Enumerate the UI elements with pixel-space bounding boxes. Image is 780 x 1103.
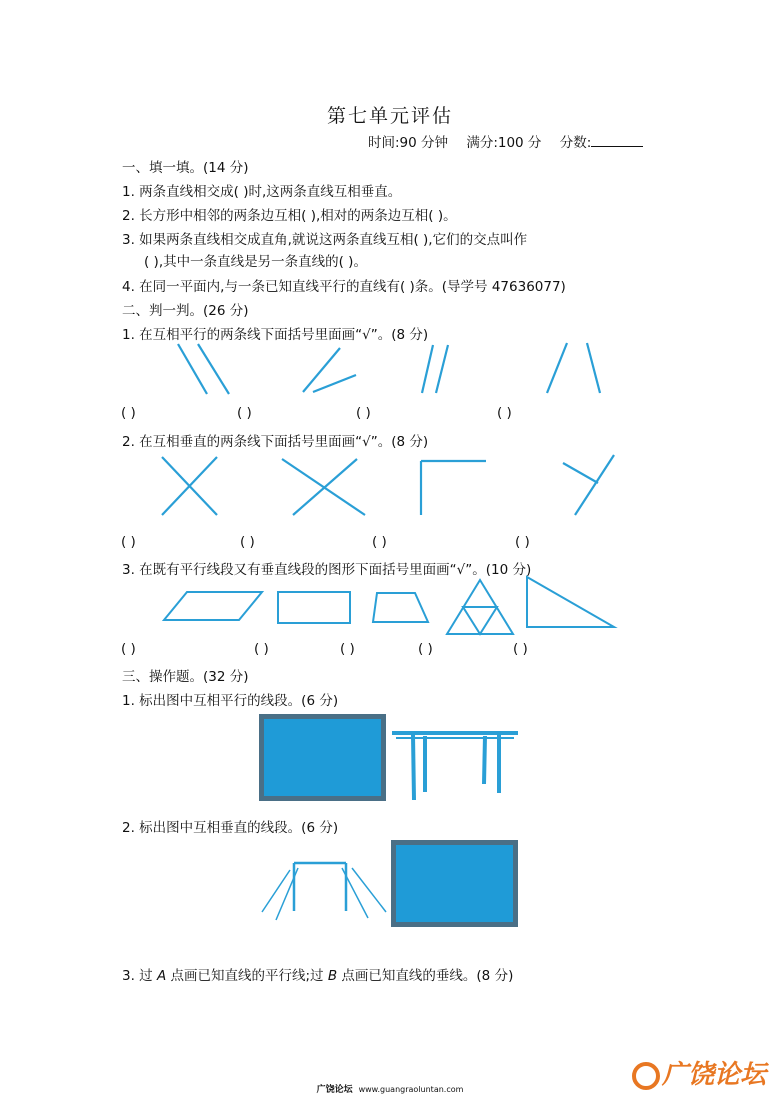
parallel-figures — [178, 343, 600, 394]
table-photo — [392, 733, 518, 800]
q1-answer-1[interactable]: ( ) — [121, 405, 136, 421]
inner-triangle-shape — [463, 607, 497, 634]
s2-q3: 3. 在既有平行线段又有垂直线段的图形下面括号里面画“√”。(10 分) — [122, 562, 532, 578]
site-logo: 广饶论坛 — [632, 1054, 766, 1091]
shape-figures — [164, 577, 614, 634]
section1-heading: 一、填一填。(14 分) — [122, 160, 249, 176]
right-triangle-shape — [527, 577, 614, 627]
q2-answer-4[interactable]: ( ) — [515, 534, 530, 550]
rectangle-shape — [278, 592, 350, 623]
s3-q3: 3. 过 A 点画已知直线的平行线;过 B 点画已知直线的垂线。(8 分) — [122, 968, 514, 984]
s1-q1: 1. 两条直线相交成( )时,这两条直线互相垂直。 — [122, 184, 402, 200]
section2-heading: 二、判一判。(26 分) — [122, 303, 249, 319]
q1-fig3-line-a — [422, 345, 433, 393]
q3-answer-3[interactable]: ( ) — [340, 641, 355, 657]
q3-answer-5[interactable]: ( ) — [513, 641, 528, 657]
footer-url: www.guangraoluntan.com — [358, 1085, 464, 1094]
q1-answer-4[interactable]: ( ) — [497, 405, 512, 421]
q3-answer-1[interactable]: ( ) — [121, 641, 136, 657]
q3-answer-4[interactable]: ( ) — [418, 641, 433, 657]
q1-fig4-line-a — [547, 343, 567, 393]
s1-q3b: ( ),其中一条直线是另一条直线的( )。 — [144, 254, 367, 270]
q2-answer-1[interactable]: ( ) — [121, 534, 136, 550]
q2-answer-3[interactable]: ( ) — [372, 534, 387, 550]
s3-q1: 1. 标出图中互相平行的线段。(6 分) — [122, 693, 339, 709]
score-label: 分数: — [560, 135, 658, 151]
s3-q2: 2. 标出图中互相垂直的线段。(6 分) — [122, 820, 339, 836]
q2-answer-2[interactable]: ( ) — [240, 534, 255, 550]
tray-photo-2 — [391, 840, 518, 927]
q1-answer-3[interactable]: ( ) — [356, 405, 371, 421]
trapezoid-shape — [373, 593, 428, 622]
full-score: 满分:100 分 — [466, 135, 542, 151]
q3-answer-2[interactable]: ( ) — [254, 641, 269, 657]
section3-heading: 三、操作题。(32 分) — [122, 669, 249, 685]
footer-brand: 广饶论坛 — [316, 1085, 353, 1095]
s2-q2: 2. 在互相垂直的两条线下面括号里面画“√”。(8 分) — [122, 434, 429, 450]
q2-fig4-line-b — [575, 455, 614, 515]
q2-fig2-line-b — [293, 459, 357, 515]
q1-answer-2[interactable]: ( ) — [237, 405, 252, 421]
q2-fig4-line-a — [563, 463, 598, 483]
point-b-label: B — [327, 968, 338, 984]
parallelogram-shape — [164, 592, 262, 620]
tray-photo-1 — [259, 714, 386, 801]
q1-fig2-line-a — [303, 348, 340, 392]
s1-q3a: 3. 如果两条直线相交成直角,就说这两条直线互相( ),它们的交点叫作 — [122, 232, 528, 248]
q1-fig2-line-b — [313, 375, 356, 392]
page-title: 第七单元评估 — [326, 105, 453, 127]
s1-q2: 2. 长方形中相邻的两条边互相( ),相对的两条边互相( )。 — [122, 208, 457, 224]
s2-q1: 1. 在互相平行的两条线下面括号里面画“√”。(8 分) — [122, 327, 429, 343]
frame-photo — [262, 863, 386, 920]
s1-q4: 4. 在同一平面内,与一条已知直线平行的直线有( )条。(导学号 47636077) — [122, 279, 566, 295]
time-limit: 时间:90 分钟 — [368, 135, 449, 151]
perpendicular-figures — [162, 455, 614, 515]
q1-fig4-line-b — [587, 343, 600, 393]
q1-fig3-line-b — [436, 345, 448, 393]
point-a-label: A — [156, 968, 167, 984]
logo-g-icon — [632, 1062, 660, 1090]
